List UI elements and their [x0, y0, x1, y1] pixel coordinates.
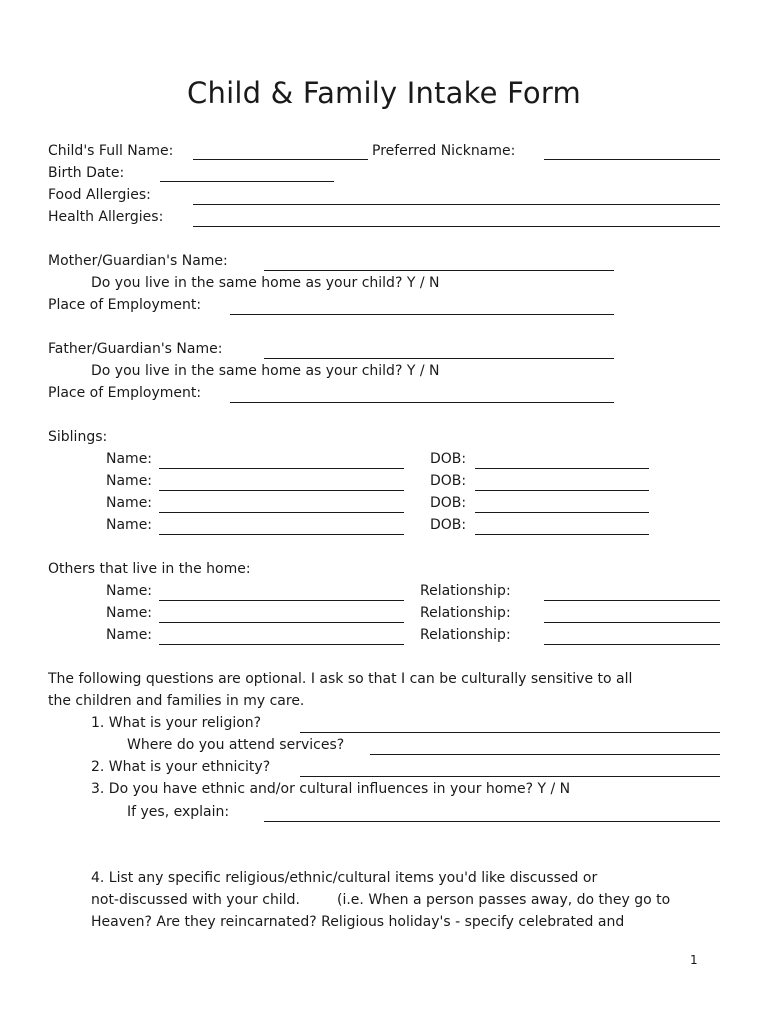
sibling-dob-label: DOB: [430, 517, 467, 533]
mother-same-home-question: Do you live in the same home as your child? Y / N [91, 275, 440, 291]
nickname-label: Preferred Nickname: [372, 143, 516, 159]
health-allergies-line[interactable] [193, 226, 720, 227]
sibling-dob-label: DOB: [430, 451, 467, 467]
sibling-dob-line[interactable] [475, 468, 649, 469]
child-full-name-line[interactable] [193, 159, 368, 160]
sibling-name-line[interactable] [159, 534, 404, 535]
other-relationship-line[interactable] [544, 644, 720, 645]
sibling-name-label: Name: [106, 473, 153, 489]
father-employment-line[interactable] [230, 402, 614, 403]
sibling-name-label: Name: [106, 495, 153, 511]
sibling-dob-line[interactable] [475, 512, 649, 513]
father-employment-label: Place of Employment: [48, 385, 202, 401]
other-relationship-label: Relationship: [420, 583, 511, 599]
religion-line[interactable] [300, 732, 720, 733]
sibling-dob-label: DOB: [430, 495, 467, 511]
father-name-line[interactable] [264, 358, 614, 359]
sibling-name-line[interactable] [159, 512, 404, 513]
other-relationship-label: Relationship: [420, 627, 511, 643]
others-heading: Others that live in the home: [48, 561, 251, 577]
explain-label: If yes, explain: [127, 804, 230, 820]
q4-line-2b: (i.e. When a person passes away, do they go to [337, 892, 671, 908]
q4-line-1: 4. List any specific religious/ethnic/cultural items you'd like discussed or [91, 870, 598, 886]
father-name-label: Father/Guardian's Name: [48, 341, 223, 357]
religion-question: 1. What is your religion? [91, 715, 262, 731]
child-full-name-label: Child's Full Name: [48, 143, 174, 159]
food-allergies-label: Food Allergies: [48, 187, 151, 203]
services-question: Where do you attend services? [127, 737, 345, 753]
sibling-name-line[interactable] [159, 490, 404, 491]
birth-date-line[interactable] [160, 181, 334, 182]
explain-line[interactable] [264, 821, 720, 822]
mother-name-line[interactable] [264, 270, 614, 271]
sibling-name-label: Name: [106, 451, 153, 467]
ethnicity-question: 2. What is your ethnicity? [91, 759, 271, 775]
siblings-heading: Siblings: [48, 429, 108, 445]
other-name-label: Name: [106, 627, 153, 643]
health-allergies-label: Health Allergies: [48, 209, 164, 225]
other-name-line[interactable] [159, 644, 404, 645]
other-name-line[interactable] [159, 622, 404, 623]
sibling-dob-label: DOB: [430, 473, 467, 489]
other-name-label: Name: [106, 605, 153, 621]
mother-employment-label: Place of Employment: [48, 297, 202, 313]
nickname-line[interactable] [544, 159, 720, 160]
sibling-name-label: Name: [106, 517, 153, 533]
father-same-home-question: Do you live in the same home as your child? Y / N [91, 363, 440, 379]
optional-intro-line-2: the children and families in my care. [48, 693, 305, 709]
other-name-label: Name: [106, 583, 153, 599]
other-relationship-line[interactable] [544, 622, 720, 623]
mother-employment-line[interactable] [230, 314, 614, 315]
cultural-influences-question: 3. Do you have ethnic and/or cultural influences in your home? Y / N [91, 781, 571, 797]
other-relationship-line[interactable] [544, 600, 720, 601]
q4-line-3: Heaven? Are they reincarnated? Religious holiday's - specify celebrated and [91, 914, 625, 930]
ethnicity-line[interactable] [300, 776, 720, 777]
food-allergies-line[interactable] [193, 204, 720, 205]
page-title: Child & Family Intake Form [187, 76, 581, 110]
other-name-line[interactable] [159, 600, 404, 601]
sibling-dob-line[interactable] [475, 534, 649, 535]
other-relationship-label: Relationship: [420, 605, 511, 621]
page-number: 1 [690, 953, 698, 967]
sibling-dob-line[interactable] [475, 490, 649, 491]
optional-intro-line-1: The following questions are optional. I ask so that I can be culturally sensitive to all [48, 671, 633, 687]
mother-name-label: Mother/Guardian's Name: [48, 253, 228, 269]
sibling-name-line[interactable] [159, 468, 404, 469]
birth-date-label: Birth Date: [48, 165, 125, 181]
services-line[interactable] [370, 754, 720, 755]
q4-line-2a: not-discussed with your child. [91, 892, 300, 908]
